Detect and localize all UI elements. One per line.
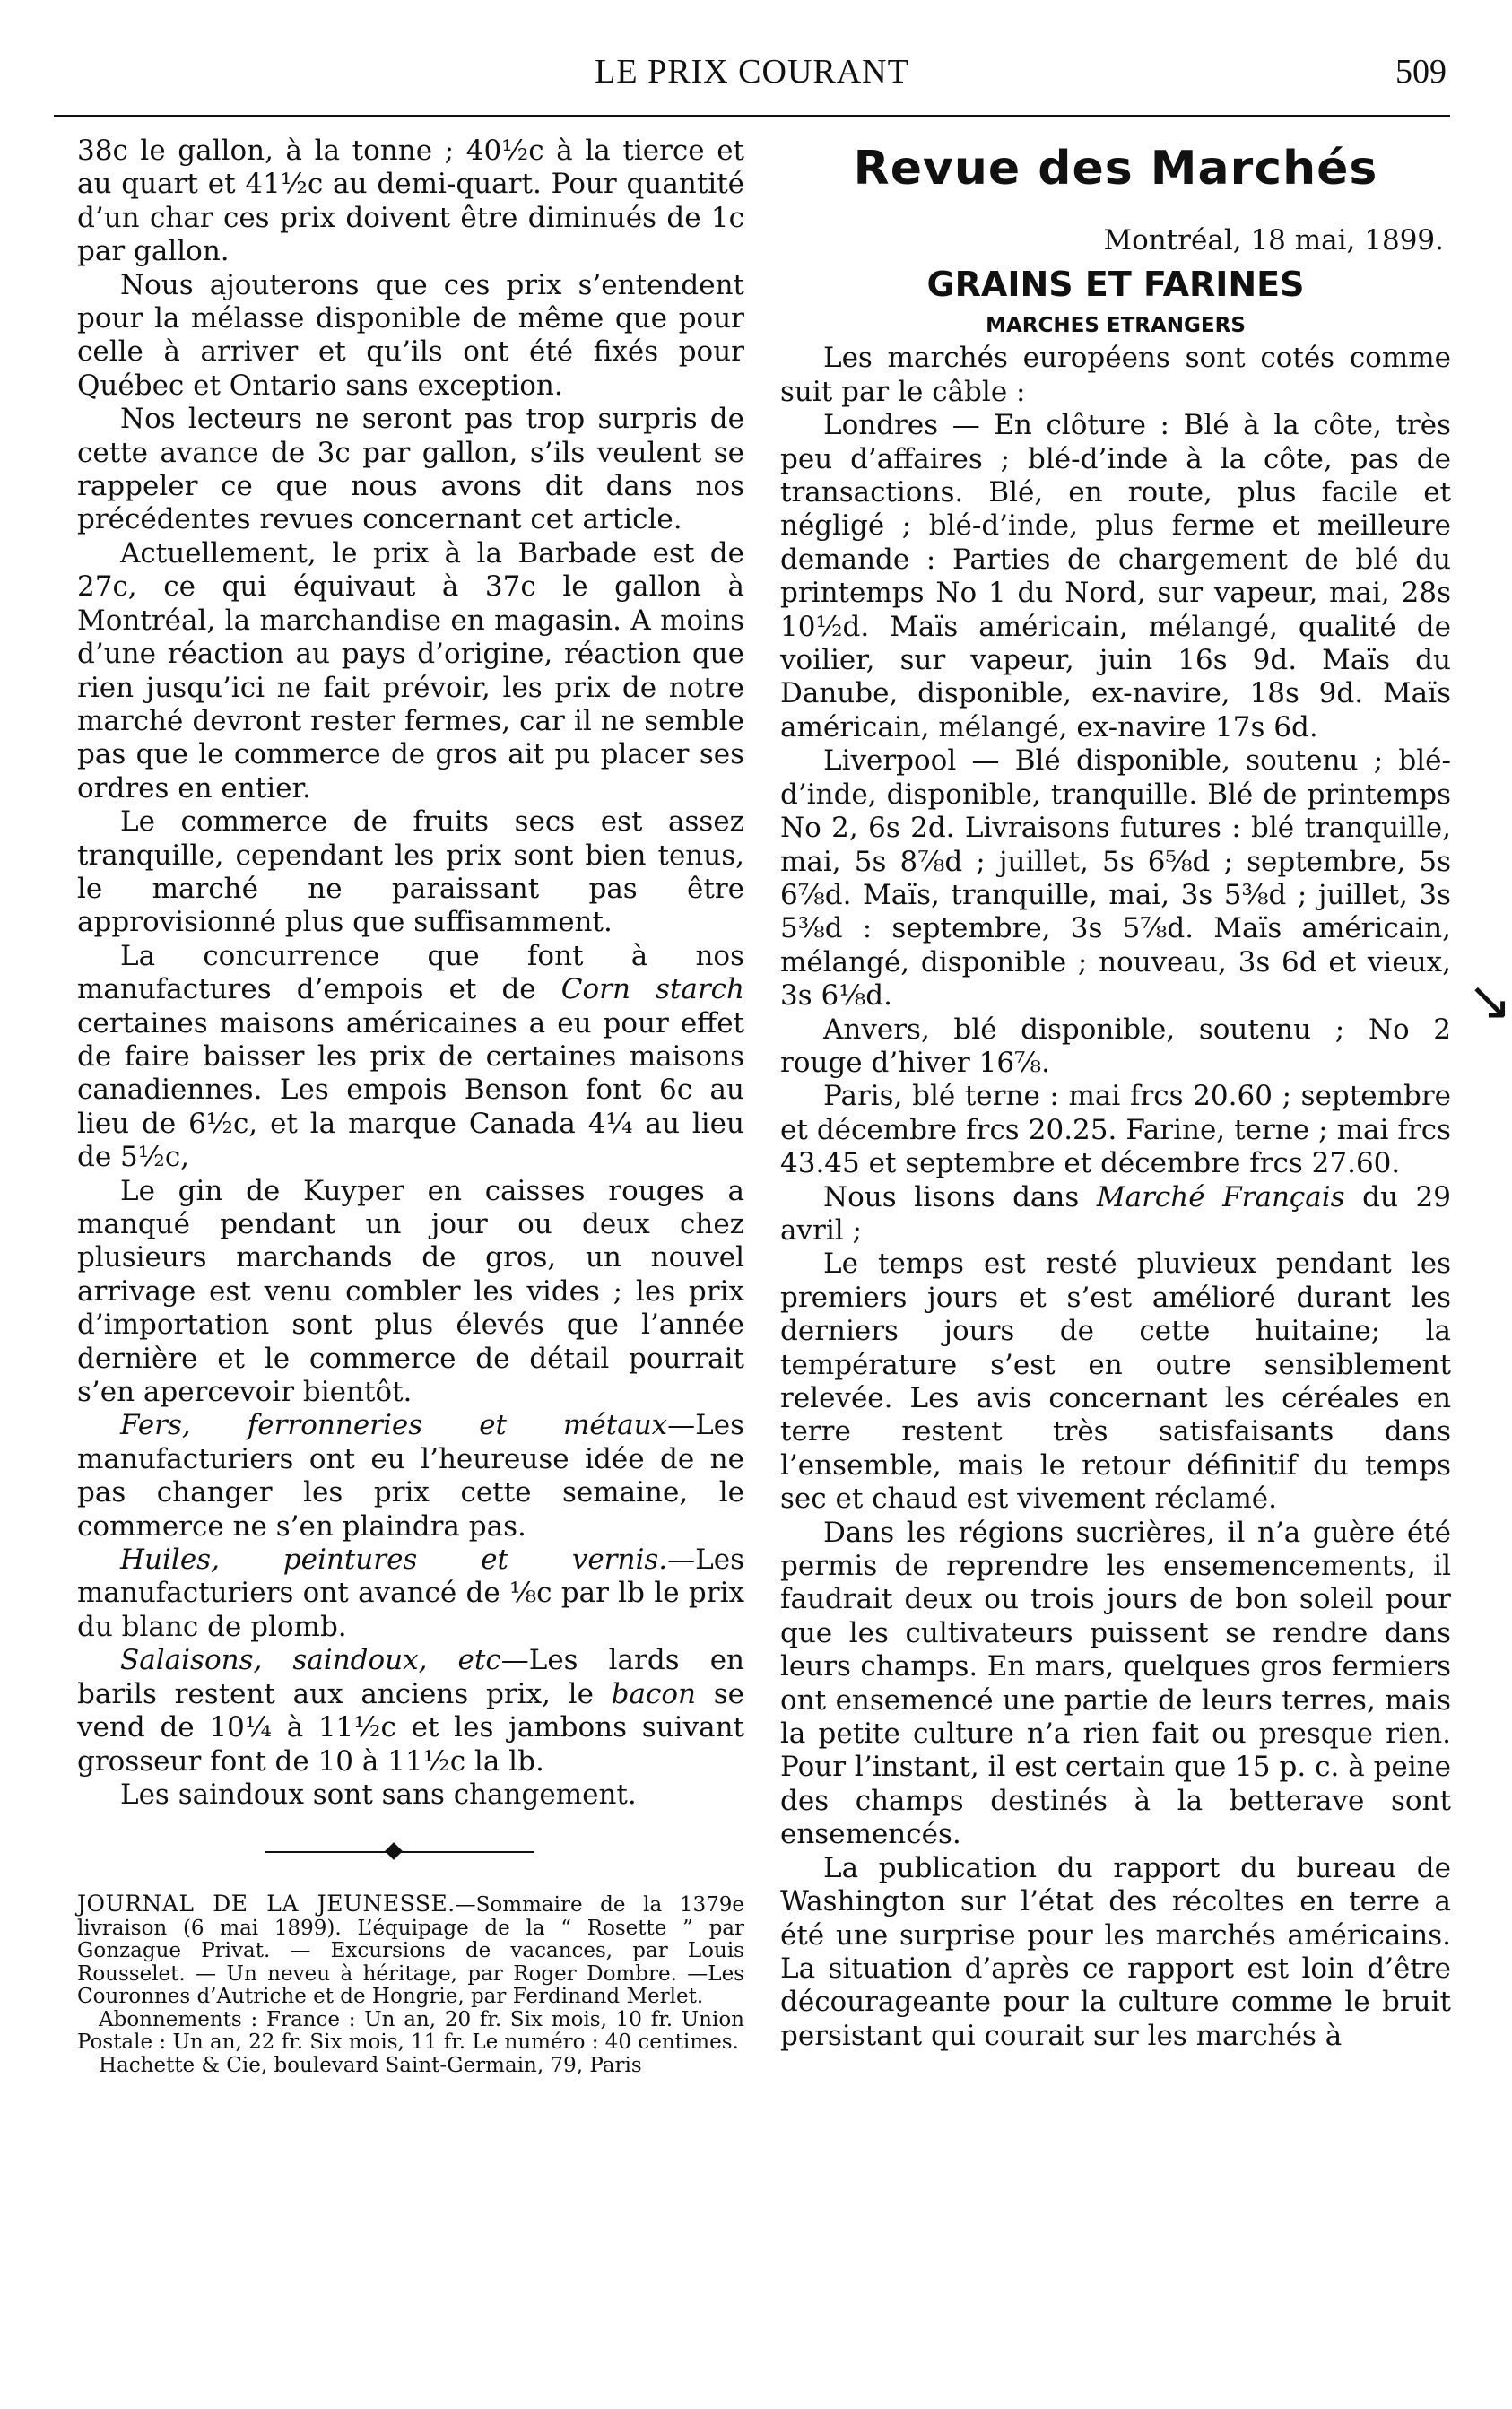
paragraph-huiles xyxy=(77,1544,744,1644)
left-column xyxy=(77,135,744,2077)
paragraph-molasses-prices: 38c le gallon, à la tonne ; 40½c à la tierce et au quart et 41½c au demi-quart. Pour quantité d’un char ces prix doivent être diminués de 1c par gallon. xyxy=(77,135,744,268)
marche-intro: Nous lisons dans xyxy=(823,1180,1097,1213)
divider-diamond-icon xyxy=(385,1842,403,1860)
empois-rest: certaines maisons américaines a eu pour effet de faire baisser les prix de certaines maisons canadiennes. Les empois Benson font 6c au lieu de 6½c, et la marque Canada 4¼ au lieu de 5½c, xyxy=(77,1006,744,1174)
paragraph-molasses-availability: Nous ajouterons que ces prix s’entendent pour la mélasse disponible de même que pour celle à arriver et qu’ils ont été fixés pour Québec et Ontario sans exception. xyxy=(77,268,744,402)
paragraph-washington-report: La publication du rapport du bureau de Washington sur l’état des récoltes en terre a été une surprise pour les marchés américains. La situation d’après ce rapport est loin d’être décourageante pour la culture comme le bruit persistant qui courait sur les marchés à xyxy=(780,1851,1451,2052)
journal-title: LE PRIX COURANT xyxy=(595,53,909,91)
journal-notice-title: JOURNAL DE LA JEUNESSE. xyxy=(77,1891,456,1918)
paragraph-fers xyxy=(77,1409,744,1544)
paragraph-empois xyxy=(77,940,744,1175)
paragraph-liverpool: Liverpool — Blé disponible, soutenu ; blé-d’inde, disponible, tranquille. Blé de printemps No 2, 6s 2d. Livraisons futures : blé tranquille, mai, 5s 8⅞d ; juillet, 5s 6⅝d ; septembre, 5s 6⅞d. Maïs, tranquille, mai, 3s 5⅜d ; juillet, 3s 5⅜d : septembre, 3s 5⅞d. Maïs américain, mélangé, disponible ; nouveau, 3s 6d et vieux, 3s 6⅛d. xyxy=(780,744,1451,1013)
journal-notice-text: —Sommaire de la 1379e livraison (6 mai 1899). L’équipage de la “ Rosette ” par Gonzague Privat. — Excursions de vacances, par Louis Rousselet. — Un neveu à héritage, par Roger Dombre. —Les Couronnes d’Autriche et de Hongrie, par Ferdinand Merlet. xyxy=(77,1893,744,2009)
paragraph-marche-francais xyxy=(780,1181,1451,1248)
huiles-text: —Les manufacturiers ont avancé de ⅛c par lb le prix du blanc de plomb. xyxy=(77,1544,744,1643)
paragraph-cable-intro: Les marchés européens sont cotés comme suit par le câble : xyxy=(780,342,1451,408)
journal-notice xyxy=(77,1892,744,2077)
paragraph-saindoux: Les saindoux sont sans changement. xyxy=(120,1778,637,1811)
margin-arrow-icon: ↘ xyxy=(1467,970,1512,1032)
marche-date: du 29 avril ; xyxy=(780,1180,1451,1247)
page-header xyxy=(54,52,1450,106)
paragraph-sugar-regions: Dans les régions sucrières, il n’a guère été permis de reprendre les ensemencements, il faudrait deux ou trois jours de bon soleil pour que les cultivateurs puissent se rendre dans leurs champs. En mars, quelques gros fermiers ont ensemencé une partie de leurs terres, mais la petite culture n’a rien fait ou presque rien. Pour l’instant, il est certain que 15 p. c. à peine des champs destinés à la betterave sont ensemencés. xyxy=(780,1516,1451,1851)
corn-starch-term: Corn starch xyxy=(560,973,744,1006)
section-divider xyxy=(77,1835,744,1869)
right-column xyxy=(780,135,1451,2053)
empois-intro: La concurrence que font à nos manufactures d’empois et de xyxy=(77,939,744,1006)
heading-marches-etrangers: MARCHES ETRANGERS xyxy=(986,314,1246,338)
paragraph-weather: Le temps est resté pluvieux pendant les premiers jours et s’est amélioré durant les derniers jours de cette huitaine; la température s’est en outre sensiblement relevée. Les avis concernant les céréales en terre restent très satisfaisants dans l’ensemble, mais le retour définitif du temps sec et chaud est vivement réclamé. xyxy=(780,1248,1451,1516)
paragraph-anvers: Anvers, blé disponible, soutenu ; No 2 rouge d’hiver 16⅞. xyxy=(780,1013,1451,1079)
section-title: Revue des Marchés xyxy=(853,142,1378,196)
journal-publisher: Hachette & Cie, boulevard Saint-Germain, 79, Paris xyxy=(99,2053,642,2077)
fers-text: —Les manufacturiers ont eu l’heureuse idée de ne pas changer les prix cette semaine, le commerce ne s’en plaindra pas. xyxy=(77,1409,744,1543)
journal-subscription: Abonnements : France : Un an, 20 fr. Six mois, 10 fr. Union Postale : Un an, 22 fr. Six mois, 11 fr. Le numéro : 40 centimes. xyxy=(77,2007,744,2055)
paragraph-paris: Paris, blé terne : mai frcs 20.60 ; septembre et décembre frcs 20.25. Farine, terne ; mai frcs 43.45 et septembre et décembre frcs 27.60. xyxy=(780,1080,1451,1180)
salaisons-text-b: se vend de 10¼ à 11½c et les jambons suivant grosseur font de 10 à 11½c la lb. xyxy=(77,1677,744,1778)
heading-grains-farines: GRAINS ET FARINES xyxy=(926,265,1305,305)
dateline: Montréal, 18 mai, 1899. xyxy=(1103,224,1444,257)
header-rule xyxy=(54,115,1450,117)
salaisons-text-a: —Les lards en barils restent aux anciens prix, le xyxy=(77,1644,744,1710)
paragraph-salaisons xyxy=(77,1644,744,1778)
journal-summary xyxy=(77,1892,744,2009)
bacon-term: bacon xyxy=(611,1677,696,1710)
paragraph-barbade: Actuellement, le prix à la Barbade est de 27c, ce qui équivaut à 37c le gallon à Montréal, la marchandise en magasin. A moins d’une réaction au pays d’origine, réaction que rien jusqu’ici ne fait prévoir, les prix de notre marché devront rester fermes, car il ne semble pas que le commerce de gros ait pu placer ses ordres en entier. xyxy=(77,536,744,804)
fers-heading: Fers, ferronneries et métaux xyxy=(120,1409,668,1442)
paragraph-fruits-secs: Le commerce de fruits secs est assez tranquille, cependant les prix sont bien tenus, le marché ne paraissant pas être approvisionné plus que suffisamment. xyxy=(77,805,744,939)
paragraph-molasses-readers: Nos lecteurs ne seront pas trop surpris de cette avance de 3c par gallon, s’ils veulent se rappeler ce que nous avons dit dans nos précédentes revues concernant cet article. xyxy=(77,403,744,536)
marche-francais-title: Marché Français xyxy=(1096,1180,1345,1213)
page-number: 509 xyxy=(1395,53,1447,91)
paragraph-gin-kuyper: Le gin de Kuyper en caisses rouges a manqué pendant un jour ou deux chez plusieurs marchands de gros, un nouvel arrivage est venu combler les vides ; les prix d’importation sont plus élevés que l’année dernière et le commerce de détail pourrait s’en apercevoir bientôt. xyxy=(77,1174,744,1409)
paragraph-londres: Londres — En clôture : Blé à la côte, très peu d’affaires ; blé-d’inde à la côte, pas de transactions. Blé, en route, plus facile et négligé ; blé-d’inde, plus ferme et meilleure demande : Parties de chargement de blé du printemps No 1 du Nord, sur vapeur, mai, 28s 10½d. Maïs américain, mélangé, qualité de voilier, sur vapeur, juin 16s 9d. Maïs du Danube, disponible, ex-navire, 18s 9d. Maïs américain, mélangé, ex-navire 17s 6d. xyxy=(780,409,1451,744)
salaisons-heading: Salaisons, saindoux, etc xyxy=(120,1644,501,1677)
huiles-heading: Huiles, peintures et vernis. xyxy=(120,1544,668,1577)
